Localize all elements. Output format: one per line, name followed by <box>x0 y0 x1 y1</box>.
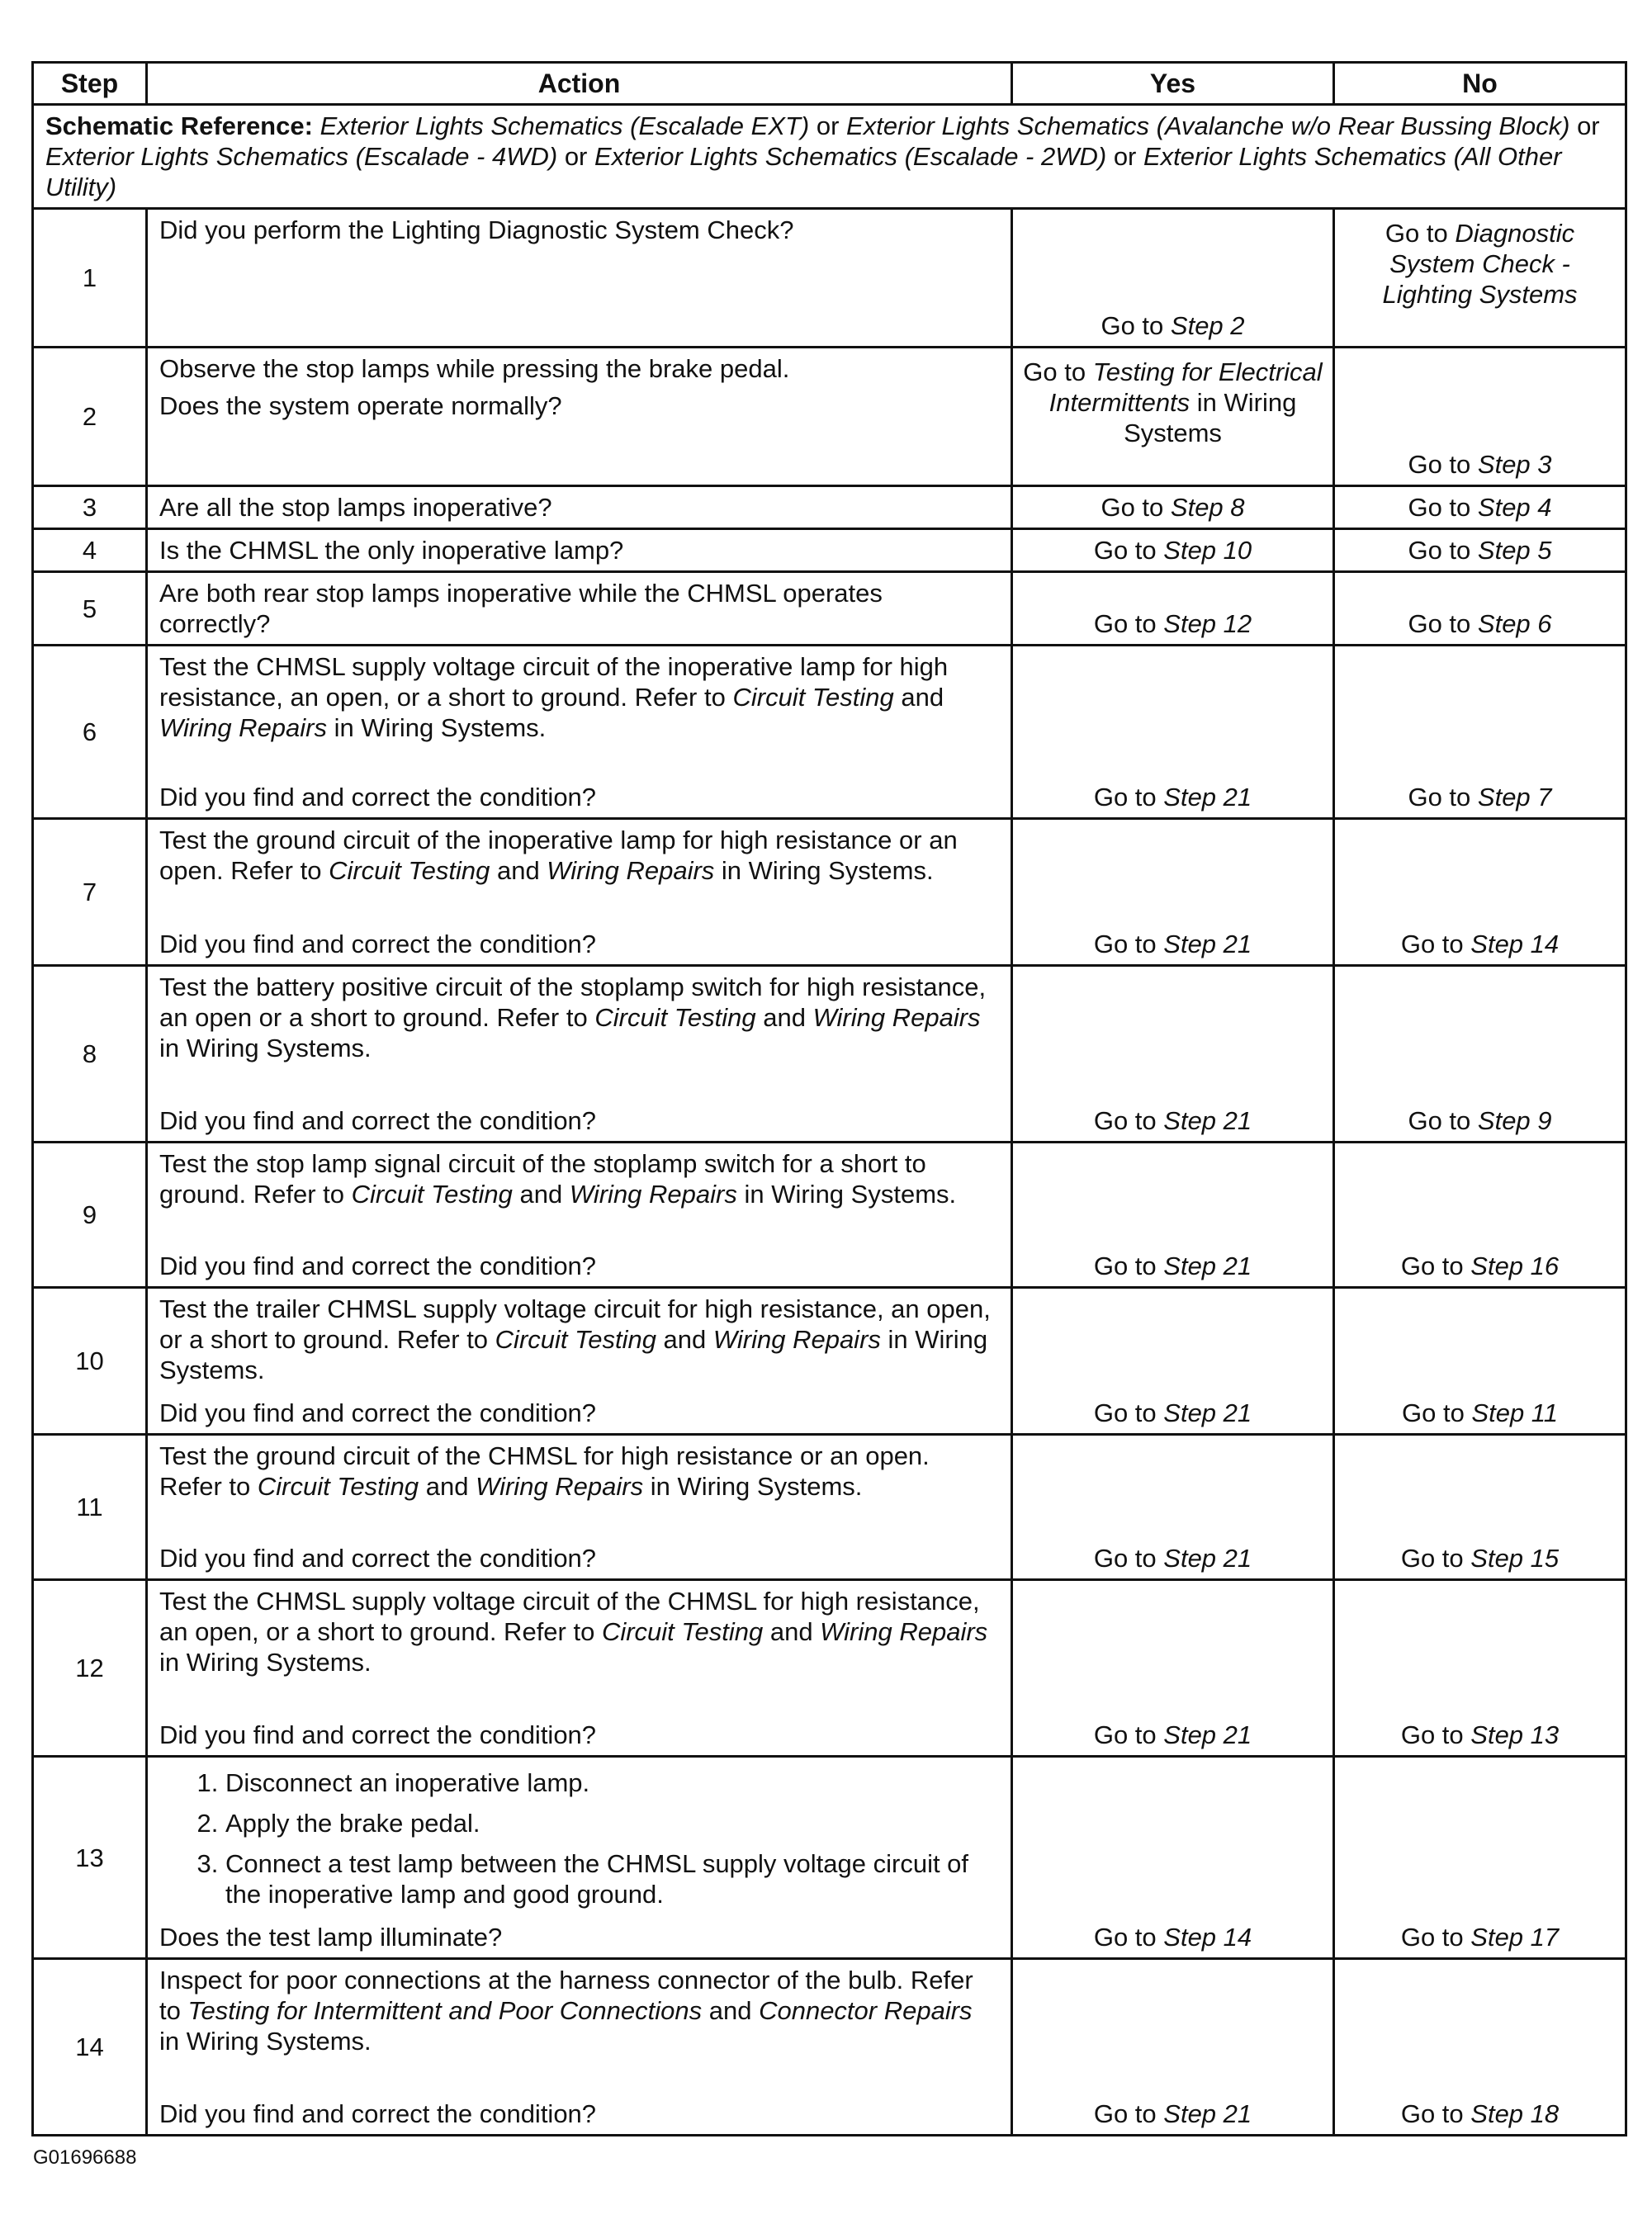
table-row <box>33 1143 1626 1288</box>
table-row <box>33 819 1626 966</box>
step-number: 6 <box>33 646 147 819</box>
action-reference: Circuit Testing <box>732 683 894 712</box>
table-row <box>33 1757 1626 1959</box>
step-number: 3 <box>33 486 147 529</box>
no-goto <box>1335 1251 1625 1281</box>
action-text <box>159 1441 999 1502</box>
step-number: 12 <box>33 1580 147 1757</box>
yes-goto <box>1013 1720 1332 1750</box>
yes-goto-prefix: Go to <box>1093 2099 1164 2128</box>
yes-goto <box>1013 1105 1332 1136</box>
table-row <box>33 1435 1626 1580</box>
yes-goto <box>1013 348 1332 448</box>
schematic-link: Exterior Lights Schematics (Avalanche w/o Rear Bussing Block) <box>846 111 1570 140</box>
action-text <box>159 1965 999 2056</box>
no-cell <box>1334 1143 1626 1288</box>
yes-cell <box>1012 966 1334 1143</box>
yes-cell <box>1012 572 1334 646</box>
no-cell <box>1334 572 1626 646</box>
no-cell <box>1334 529 1626 572</box>
no-cell <box>1334 486 1626 529</box>
no-goto-reference: Step 4 <box>1477 493 1552 522</box>
yes-goto-prefix: Go to <box>1101 311 1171 340</box>
no-goto-reference: Step 17 <box>1470 1923 1560 1952</box>
no-goto-reference: Step 6 <box>1477 609 1552 638</box>
diagnostic-table <box>31 61 1627 2136</box>
yes-goto-reference: Step 21 <box>1163 1544 1252 1573</box>
action-cell <box>147 1435 1012 1580</box>
table-row <box>33 209 1626 348</box>
action-question: Does the test lamp illuminate? <box>159 1923 503 1952</box>
table-row <box>33 966 1626 1143</box>
yes-cell <box>1012 1757 1334 1959</box>
yes-goto-suffix: in Wiring Systems <box>1124 388 1297 447</box>
no-goto-reference: Step 7 <box>1477 783 1552 812</box>
action-reference: Circuit Testing <box>257 1472 419 1501</box>
yes-goto-prefix: Go to <box>1093 1720 1164 1749</box>
action-text-segment: Observe the stop lamps while pressing the brake pedal. <box>159 354 790 383</box>
table-row <box>33 1580 1626 1757</box>
action-text-segment: Are both rear stop lamps inoperative while the CHMSL operates correctly? <box>159 579 883 638</box>
action-text-segment: Test the trailer CHMSL supply voltage circuit for high resistance, an open, or a short to ground. Refer to <box>159 1294 991 1354</box>
no-goto-reference: Step 14 <box>1470 930 1560 958</box>
header-no: No <box>1334 63 1626 105</box>
step-number: 14 <box>33 1959 147 2136</box>
header-action: Action <box>147 63 1012 105</box>
no-cell <box>1334 966 1626 1143</box>
action-question: Did you find and correct the condition? <box>159 2099 597 2128</box>
yes-cell <box>1012 1435 1334 1580</box>
step-number: 13 <box>33 1757 147 1959</box>
no-goto-prefix: Go to <box>1400 930 1471 958</box>
no-cell <box>1334 1288 1626 1435</box>
action-reference: Wiring Repairs <box>820 1617 988 1646</box>
no-goto-prefix: Go to <box>1408 450 1478 479</box>
no-goto <box>1335 1398 1625 1428</box>
action-cell <box>147 1757 1012 1959</box>
schematic-reference-row <box>33 105 1626 209</box>
no-cell <box>1334 1959 1626 2136</box>
action-question: Did you find and correct the condition? <box>159 1720 597 1749</box>
yes-goto <box>1013 1251 1332 1281</box>
action-text-segment: and <box>656 1325 713 1354</box>
action-text <box>159 492 999 523</box>
table-row <box>33 529 1626 572</box>
action-reference: Circuit Testing <box>495 1325 656 1354</box>
action-cell <box>147 1959 1012 2136</box>
yes-goto <box>1013 492 1332 523</box>
yes-goto-reference: Step 21 <box>1163 783 1252 812</box>
table-row <box>33 1959 1626 2136</box>
action-question: Did you find and correct the condition? <box>159 783 597 812</box>
yes-goto-reference: Step 8 <box>1170 493 1245 522</box>
action-text-segment: in Wiring Systems. <box>736 1180 957 1209</box>
schematic-link: Exterior Lights Schematics (Escalade - 2WD) <box>594 142 1107 171</box>
no-goto <box>1335 1720 1625 1750</box>
no-goto <box>1335 929 1625 959</box>
action-reference: Circuit Testing <box>601 1617 764 1646</box>
header-yes: Yes <box>1012 63 1334 105</box>
yes-goto <box>1013 608 1332 639</box>
no-goto-reference: Step 5 <box>1477 536 1552 565</box>
no-goto-prefix: Go to <box>1401 1398 1472 1427</box>
step-number: 10 <box>33 1288 147 1435</box>
action-text <box>159 390 999 421</box>
action-cell <box>147 1143 1012 1288</box>
header-step: Step <box>33 63 147 105</box>
yes-goto-reference: Step 14 <box>1163 1923 1252 1952</box>
action-text-segment: and <box>763 1617 821 1646</box>
action-text-segment: Inspect for poor connections at the harness connector of the bulb. Refer to <box>159 1966 973 2025</box>
yes-goto-prefix: Go to <box>1093 1398 1164 1427</box>
no-goto <box>1335 782 1625 812</box>
action-text-segment: Test the CHMSL supply voltage circuit of the inoperative lamp for high resistance, an open, or a short to ground. Refer to <box>159 652 949 712</box>
action-text <box>159 535 999 565</box>
action-question: Did you find and correct the condition? <box>159 1252 597 1280</box>
no-cell <box>1334 209 1626 348</box>
action-text-segment: and <box>755 1003 813 1032</box>
action-cell <box>147 819 1012 966</box>
action-question: Did you find and correct the condition? <box>159 1398 597 1427</box>
no-goto <box>1335 2099 1625 2129</box>
yes-cell <box>1012 1288 1334 1435</box>
no-goto <box>1335 1543 1625 1573</box>
action-text <box>159 578 999 639</box>
yes-goto-prefix: Go to <box>1101 493 1171 522</box>
step-number: 9 <box>33 1143 147 1288</box>
schematic-label: Schematic Reference: <box>45 111 313 140</box>
action-cell <box>147 646 1012 819</box>
yes-goto <box>1013 1398 1332 1428</box>
step-number: 2 <box>33 348 147 486</box>
yes-goto-prefix: Go to <box>1093 783 1164 812</box>
no-cell <box>1334 1580 1626 1757</box>
no-goto-prefix: Go to <box>1408 783 1478 812</box>
no-cell <box>1334 1435 1626 1580</box>
no-goto-prefix: Go to <box>1400 1923 1471 1952</box>
yes-goto-reference: Step 12 <box>1163 609 1252 638</box>
yes-cell <box>1012 209 1334 348</box>
yes-goto-prefix: Go to <box>1093 1252 1164 1280</box>
action-reference: Circuit Testing <box>329 856 490 885</box>
yes-cell <box>1012 646 1334 819</box>
action-question: Did you find and correct the condition? <box>159 1544 597 1573</box>
action-cell <box>147 209 1012 348</box>
action-text-segment: in Wiring Systems. <box>643 1472 863 1501</box>
action-text-segment: Did you perform the Lighting Diagnostic System Check? <box>159 215 794 244</box>
table-row <box>33 348 1626 486</box>
action-reference: Wiring Repairs <box>812 1003 981 1032</box>
no-goto-prefix: Go to <box>1400 2099 1471 2128</box>
action-text-segment: and <box>490 856 547 885</box>
no-goto <box>1335 608 1625 639</box>
no-goto-prefix: Go to <box>1408 609 1478 638</box>
no-goto-reference: Step 13 <box>1470 1720 1560 1749</box>
action-steps-list <box>159 1767 999 1909</box>
no-goto-reference: Step 16 <box>1470 1252 1560 1280</box>
action-text <box>159 353 999 384</box>
yes-cell <box>1012 486 1334 529</box>
yes-goto-prefix: Go to <box>1093 536 1164 565</box>
action-text-segment: in Wiring Systems. <box>714 856 934 885</box>
yes-goto-reference: Step 21 <box>1163 2099 1252 2128</box>
yes-goto-reference: Step 10 <box>1163 536 1252 565</box>
action-text-segment: Test the stop lamp signal circuit of the stoplamp switch for a short to ground. Refer to <box>159 1149 926 1209</box>
no-goto-prefix: Go to <box>1385 219 1456 248</box>
step-number: 4 <box>33 529 147 572</box>
action-text-segment: in Wiring Systems. <box>159 1648 372 1677</box>
yes-cell <box>1012 348 1334 486</box>
yes-goto-prefix: Go to <box>1093 1106 1164 1135</box>
action-reference: Wiring Repairs <box>547 856 715 885</box>
schematic-reference <box>33 105 1626 209</box>
yes-cell <box>1012 529 1334 572</box>
action-text <box>159 651 999 743</box>
no-goto <box>1335 535 1625 565</box>
yes-goto-prefix: Go to <box>1093 930 1164 958</box>
action-question: Did you find and correct the condition? <box>159 930 597 958</box>
yes-goto <box>1013 310 1332 341</box>
action-reference: Connector Repairs <box>759 1996 973 2025</box>
no-goto-reference: Step 15 <box>1470 1544 1560 1573</box>
yes-goto-reference: Step 2 <box>1170 311 1245 340</box>
action-text-segment: Are all the stop lamps inoperative? <box>159 493 552 522</box>
action-reference: Wiring Repairs <box>712 1325 881 1354</box>
yes-goto-prefix: Go to <box>1023 357 1093 386</box>
action-text <box>159 1148 999 1209</box>
table-row <box>33 572 1626 646</box>
no-goto-prefix: Go to <box>1400 1252 1471 1280</box>
action-text-segment: and <box>702 1996 760 2025</box>
yes-goto-reference: Step 21 <box>1163 1252 1252 1280</box>
action-text-segment: and <box>893 683 944 712</box>
action-text-segment: in Wiring Systems. <box>159 2027 372 2056</box>
schematic-link: Exterior Lights Schematics (All Other Utility) <box>45 142 1562 201</box>
action-text-segment: Test the CHMSL supply voltage circuit of the CHMSL for high resistance, an open, or a short to ground. Refer to <box>159 1587 980 1646</box>
action-reference: Wiring Repairs <box>159 713 327 742</box>
schematic-link: Exterior Lights Schematics (Escalade - 4WD) <box>45 142 558 171</box>
step-number: 11 <box>33 1435 147 1580</box>
action-reference: Testing for Intermittent and Poor Connections <box>187 1996 703 2025</box>
no-goto-prefix: Go to <box>1400 1720 1471 1749</box>
no-goto-prefix: Go to <box>1400 1544 1471 1573</box>
yes-goto <box>1013 929 1332 959</box>
yes-goto-prefix: Go to <box>1093 1923 1164 1952</box>
yes-goto <box>1013 782 1332 812</box>
no-goto <box>1335 1105 1625 1136</box>
action-text <box>159 972 999 1063</box>
action-text-segment: Test the battery positive circuit of the stoplamp switch for high resistance, an open or a short to ground. Refer to <box>159 972 987 1032</box>
action-cell <box>147 572 1012 646</box>
figure-code: G01696688 <box>33 2146 137 2169</box>
schematic-connector: or <box>557 142 594 171</box>
action-step-item: 3. Connect a test lamp between the CHMSL supply voltage circuit of the inoperative lamp and good ground. <box>225 1848 999 1909</box>
yes-cell <box>1012 1580 1334 1757</box>
step-number: 5 <box>33 572 147 646</box>
action-text-segment: Test the ground circuit of the inoperative lamp for high resistance or an open. Refer to <box>159 826 958 885</box>
no-goto-prefix: Go to <box>1408 1106 1478 1135</box>
schematic-connector: or <box>1106 142 1143 171</box>
table-row <box>33 1288 1626 1435</box>
no-goto-prefix: Go to <box>1408 493 1478 522</box>
table-row <box>33 486 1626 529</box>
action-text <box>159 825 999 886</box>
action-cell <box>147 1288 1012 1435</box>
action-text-segment: in Wiring Systems. <box>159 1325 988 1384</box>
action-text <box>159 215 999 245</box>
action-text-segment: and <box>512 1180 570 1209</box>
action-text <box>159 1586 999 1677</box>
yes-goto-reference: Testing for Electrical Intermittents <box>1048 357 1323 417</box>
yes-goto-prefix: Go to <box>1093 609 1164 638</box>
yes-goto <box>1013 535 1332 565</box>
table-header-row <box>33 63 1626 105</box>
action-text-segment: in Wiring Systems. <box>159 1034 372 1062</box>
step-number: 7 <box>33 819 147 966</box>
action-reference: Wiring Repairs <box>569 1180 737 1209</box>
yes-cell <box>1012 1959 1334 2136</box>
action-step-item: 2. Apply the brake pedal. <box>225 1808 999 1838</box>
no-goto-reference: Step 3 <box>1477 450 1552 479</box>
action-text-segment: Is the CHMSL the only inoperative lamp? <box>159 536 624 565</box>
action-step-item: 1. Disconnect an inoperative lamp. <box>225 1767 999 1798</box>
schematic-connector: or <box>809 111 847 140</box>
yes-goto <box>1013 2099 1332 2129</box>
action-text <box>159 1294 999 1385</box>
schematic-connector: or <box>1569 111 1600 140</box>
no-cell <box>1334 819 1626 966</box>
action-reference: Circuit Testing <box>351 1180 513 1209</box>
action-reference: Wiring Repairs <box>476 1472 644 1501</box>
no-goto <box>1335 492 1625 523</box>
no-cell <box>1334 646 1626 819</box>
step-number: 8 <box>33 966 147 1143</box>
yes-cell <box>1012 1143 1334 1288</box>
yes-goto <box>1013 1543 1332 1573</box>
no-goto-reference: Step 18 <box>1470 2099 1560 2128</box>
yes-goto-reference: Step 21 <box>1163 930 1252 958</box>
no-cell <box>1334 348 1626 486</box>
action-question: Did you find and correct the condition? <box>159 1106 597 1135</box>
action-cell <box>147 529 1012 572</box>
no-goto <box>1335 449 1625 480</box>
no-goto <box>1335 210 1625 310</box>
no-goto-reference: Diagnostic System Check - Lighting Systems <box>1382 219 1578 309</box>
yes-goto-reference: Step 21 <box>1163 1720 1252 1749</box>
action-cell <box>147 1580 1012 1757</box>
schematic-link: Exterior Lights Schematics (Escalade EXT) <box>320 111 810 140</box>
action-cell <box>147 348 1012 486</box>
action-text-segment: Does the system operate normally? <box>159 391 562 420</box>
no-goto-prefix: Go to <box>1408 536 1478 565</box>
table-row <box>33 646 1626 819</box>
yes-goto-reference: Step 21 <box>1163 1106 1252 1135</box>
no-cell <box>1334 1757 1626 1959</box>
no-goto-reference: Step 9 <box>1477 1106 1552 1135</box>
yes-cell <box>1012 819 1334 966</box>
action-text-segment: and <box>419 1472 476 1501</box>
action-cell <box>147 966 1012 1143</box>
action-text-segment: Test the ground circuit of the CHMSL for high resistance or an open. Refer to <box>159 1441 930 1501</box>
action-cell <box>147 486 1012 529</box>
yes-goto-reference: Step 21 <box>1163 1398 1252 1427</box>
no-goto <box>1335 1922 1625 1952</box>
yes-goto <box>1013 1922 1332 1952</box>
action-text-segment: in Wiring Systems. <box>327 713 547 742</box>
step-number: 1 <box>33 209 147 348</box>
no-goto-reference: Step 11 <box>1471 1398 1558 1427</box>
action-reference: Circuit Testing <box>594 1003 756 1032</box>
yes-goto-prefix: Go to <box>1093 1544 1164 1573</box>
